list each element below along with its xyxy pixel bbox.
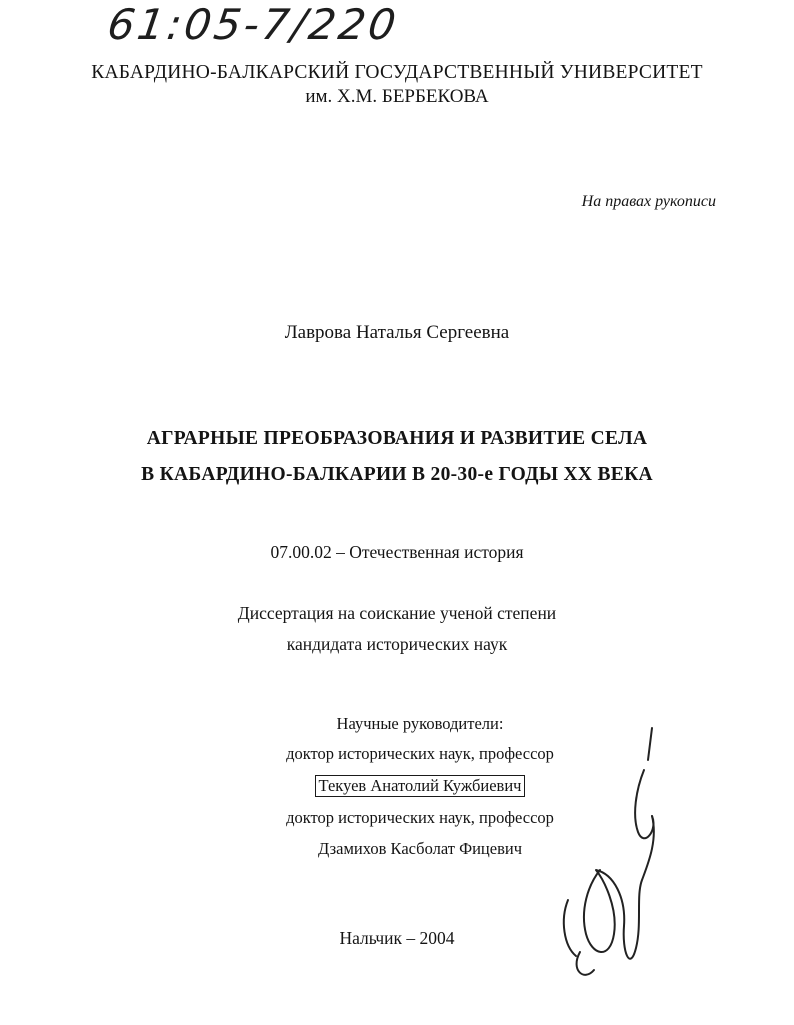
supervisor-1-name: Текуев Анатолий Кужбиевич xyxy=(315,775,526,797)
signature-stroke-top xyxy=(648,728,652,760)
place-and-year: Нальчик – 2004 xyxy=(339,928,455,948)
supervisor-1-title: доктор исторических наук, профессор xyxy=(286,744,554,763)
degree-line-2: кандидата исторических наук xyxy=(286,634,508,654)
signature-stroke-tail xyxy=(577,952,594,975)
handwritten-signature xyxy=(540,720,690,990)
manuscript-rights-note: На правах рукописи xyxy=(581,193,716,210)
specialty-code: 07.00.02 – Отечественная история xyxy=(270,542,524,562)
university-name: КАБАРДИНО-БАЛКАРСКИЙ ГОСУДАРСТВЕННЫЙ УНИВЕРСИТЕТ xyxy=(91,62,703,83)
university-subname: им. Х.М. БЕРБЕКОВА xyxy=(305,86,489,107)
dissertation-title-line-2: В КАБАРДИНО-БАЛКАРИИ В 20-30-е ГОДЫ XX ВЕКА xyxy=(141,464,653,485)
supervisor-2-name: Дзамихов Касболат Фицевич xyxy=(317,839,523,858)
supervisor-2-title: доктор исторических наук, профессор xyxy=(286,808,554,827)
author-name: Лаврова Наталья Сергеевна xyxy=(284,322,510,343)
supervisors-heading: Научные руководители: xyxy=(336,714,504,733)
archive-stamp-number: 61:05-7/220 xyxy=(104,0,402,49)
degree-line-1: Диссертация на соискание ученой степени xyxy=(237,603,557,623)
dissertation-title-line-1: АГРАРНЫЕ ПРЕОБРАЗОВАНИЯ И РАЗВИТИЕ СЕЛА xyxy=(146,428,648,449)
signature-stroke-loop xyxy=(635,770,653,838)
